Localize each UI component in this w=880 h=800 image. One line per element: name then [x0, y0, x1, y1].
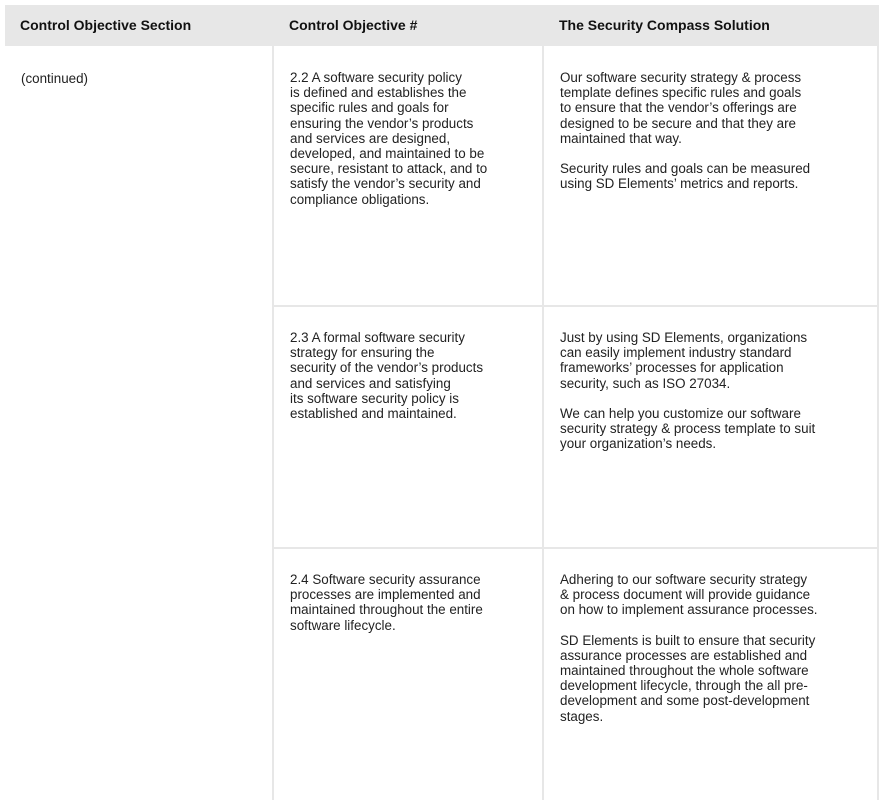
column-divider: [542, 5, 544, 800]
solution-paragraph: [560, 70, 870, 146]
text-line: using SD Elements’ metrics and reports.: [560, 176, 799, 192]
solution-paragraph: [560, 406, 870, 452]
header-control-objective-section: Control Objective Section: [5, 5, 272, 46]
objective-2-4: [290, 572, 530, 633]
text-line: maintained throughout the entire: [290, 602, 483, 618]
text-line: ensuring the vendor’s products: [290, 115, 474, 131]
text-line: security of the vendor’s products: [290, 360, 484, 376]
text-line: established and maintained.: [290, 406, 457, 422]
solution-2-2: [560, 70, 870, 191]
text-line: is defined and establishes the: [290, 85, 467, 101]
column-divider: [272, 5, 274, 800]
text-line: satisfy the vendor’s security and: [290, 176, 481, 192]
text-line: compliance obligations.: [290, 191, 430, 207]
text-line: developed, and maintained to be: [290, 146, 485, 162]
column-divider: [877, 5, 879, 800]
objective-2-3: [290, 330, 530, 421]
text-line: 2.2 A software security policy: [290, 70, 462, 85]
text-line: Security rules and goals can be measured: [560, 161, 811, 177]
solution-paragraph: [560, 633, 870, 724]
text-line: & process document will provide guidance: [560, 587, 811, 603]
text-line: your organization’s needs.: [560, 436, 717, 452]
solution-2-4: [560, 572, 870, 724]
text-line: development lifecycle, through the all pre-: [560, 678, 808, 694]
solution-paragraph: [560, 572, 870, 618]
text-line: maintained throughout the whole software: [560, 663, 809, 679]
solution-paragraph: [560, 330, 870, 391]
section-label: (continued): [21, 71, 88, 86]
solution-2-3: [560, 330, 870, 451]
solution-paragraph: [560, 161, 870, 191]
text-line: template defines specific rules and goals: [560, 85, 802, 101]
row-divider: [274, 547, 879, 549]
text-line: frameworks’ processes for application: [560, 360, 784, 376]
text-line: and services are designed,: [290, 130, 451, 146]
text-line: its software security policy is: [290, 390, 459, 406]
header-control-objective-number: Control Objective #: [274, 5, 542, 46]
text-line: and services and satisfying: [290, 375, 451, 391]
text-line: software lifecycle.: [290, 617, 396, 633]
objective-2-2: [290, 70, 530, 207]
text-line: maintained that way.: [560, 130, 682, 146]
text-line: designed to be secure and that they are: [560, 115, 796, 131]
text-line: stages.: [560, 708, 604, 724]
text-line: processes are implemented and: [290, 587, 481, 603]
row-divider: [274, 305, 879, 307]
text-line: 2.3 A formal software security: [290, 330, 465, 345]
text-line: can easily implement industry standard: [560, 345, 792, 361]
text-line: strategy for ensuring the: [290, 345, 435, 361]
text-line: Adhering to our software security strategy: [560, 572, 808, 587]
text-line: development and some post-development: [560, 693, 810, 709]
text-line: 2.4 Software security assurance: [290, 572, 481, 587]
text-line: SD Elements is built to ensure that security: [560, 632, 816, 648]
text-line: security, such as ISO 27034.: [560, 375, 731, 391]
text-line: Our software security strategy & process: [560, 70, 802, 85]
header-security-compass-solution: The Security Compass Solution: [544, 5, 879, 46]
text-line: to ensure that the vendor’s offerings are: [560, 100, 797, 116]
text-line: We can help you customize our software: [560, 405, 801, 421]
text-line: Just by using SD Elements, organizations: [560, 330, 808, 345]
text-line: on how to implement assurance processes.: [560, 602, 818, 618]
control-objectives-table: [5, 5, 879, 800]
text-line: specific rules and goals for: [290, 100, 449, 116]
text-line: assurance processes are established and: [560, 647, 808, 663]
text-line: security strategy & process template to suit: [560, 421, 816, 437]
text-line: secure, resistant to attack, and to: [290, 161, 488, 177]
